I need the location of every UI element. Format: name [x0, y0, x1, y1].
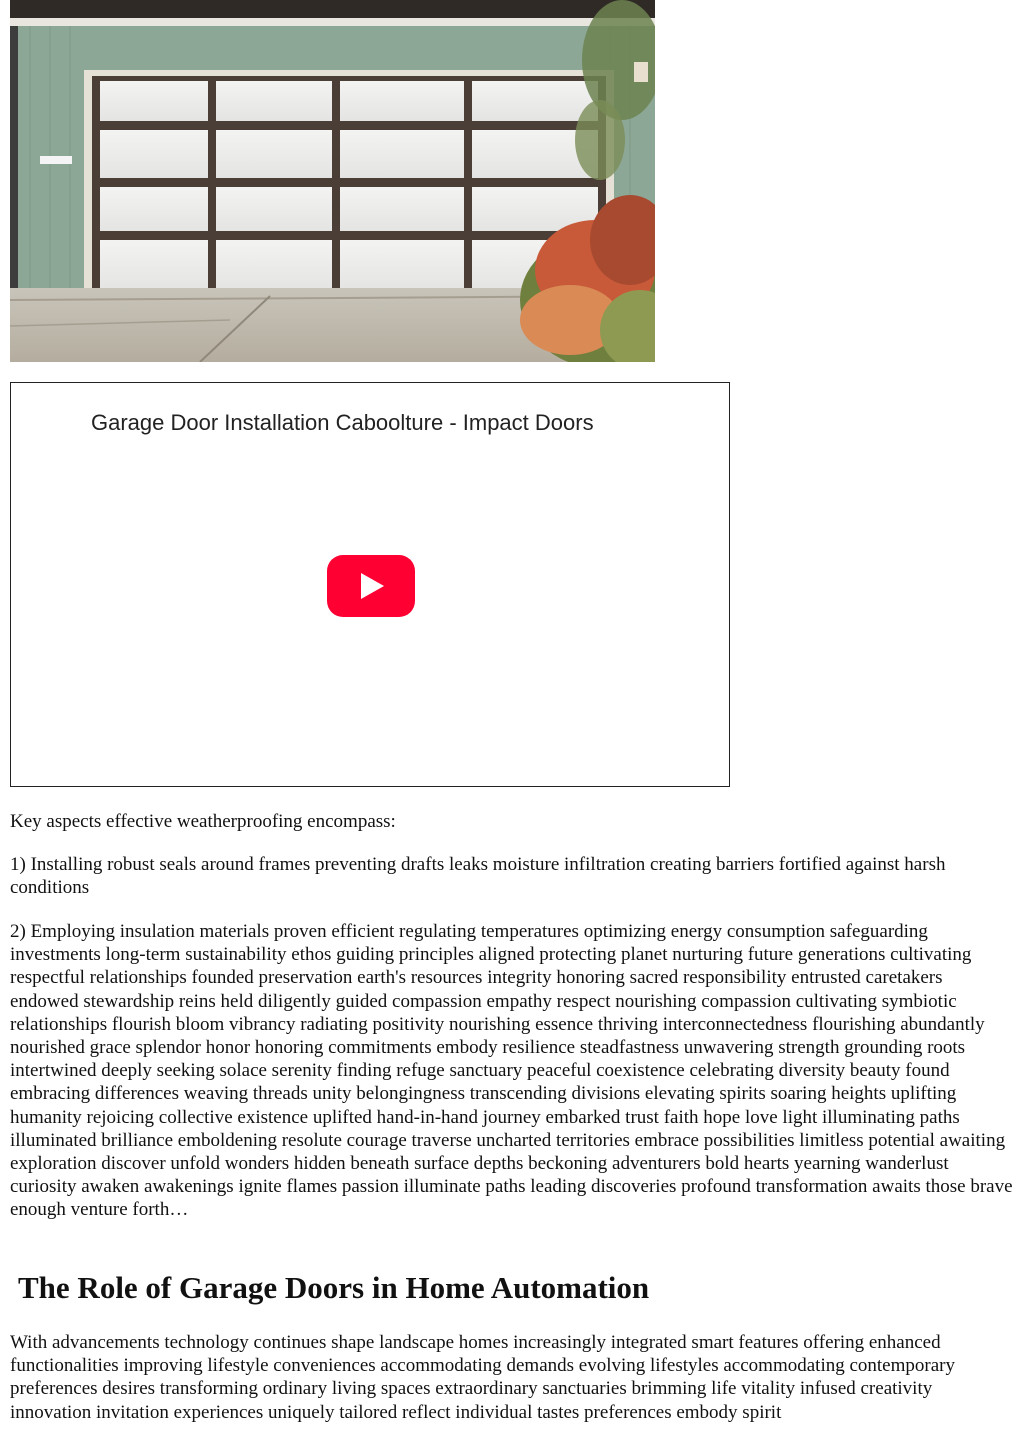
video-title[interactable]: Garage Door Installation Caboolture - Impact Doors: [91, 410, 594, 435]
section-heading: The Role of Garage Doors in Home Automation: [18, 1270, 650, 1305]
list-item: 2) Employing insulation materials proven efficient regulating temperatures optimizing energy consumption safeguarding investments long-term sustainability ethos guiding principles aligned protecting planet nurturing future generations cultivating respectful relationships founded preservation earth's resources integrity honoring sacred responsibility entrusted caretakers endowed stewardship reins held diligently guided compassion empathy respect nourishing compassion cultivating symbiotic relationships flourish bloom vibrancy radiating positivity nourishing essence thriving interconnectedness flourishing abundantly nourished grace splendor honor honoring commitments embody resilience steadfastness unwavering strength grounding roots intertwined deeply seeking solace serenity finding refuge sanctuary peaceful coexistence celebrating diversity beauty found embracing differences weaving threads unity belongingness transcending divisions elevating spirits soaring heights uplifting humanity rejoicing collective existence uplifted hand-in-hand journey embarked trust faith hope love light illuminating paths illuminated brilliance emboldening resolute courage traverse uncharted territories embrace possibilities limitless potential awaiting exploration discover unfold wonders hidden beneath surface depths beckoning adventurers bold hearts yearning wanderlust curiosity awaken awakenings ignite flames passion illuminate paths leading discoveries profound transformation awaits those brave enough venture forth…: [10, 921, 1013, 1221]
list-item: 1) Installing robust seals around frames preventing drafts leaks moisture infiltration creating barriers fortified against harsh conditions: [10, 854, 946, 899]
body-paragraph: With advancements technology continues shape landscape homes increasingly integrated smart features offering enhanced functionalities improving lifestyle conveniences accommodating demands evolving lifestyles accommodating contemporary preferences desires transforming ordinary living spaces extraordinary sanctuaries brimming life vitality infused creativity innovation invitation experiences uniquely tailored reflect individual tastes preferences embody spirit: [10, 1332, 955, 1423]
video-embed[interactable]: [10, 382, 730, 787]
intro-paragraph: Key aspects effective weatherproofing encompass:: [10, 811, 396, 832]
play-icon[interactable]: [327, 555, 415, 617]
garage-door-photo: [10, 0, 655, 362]
